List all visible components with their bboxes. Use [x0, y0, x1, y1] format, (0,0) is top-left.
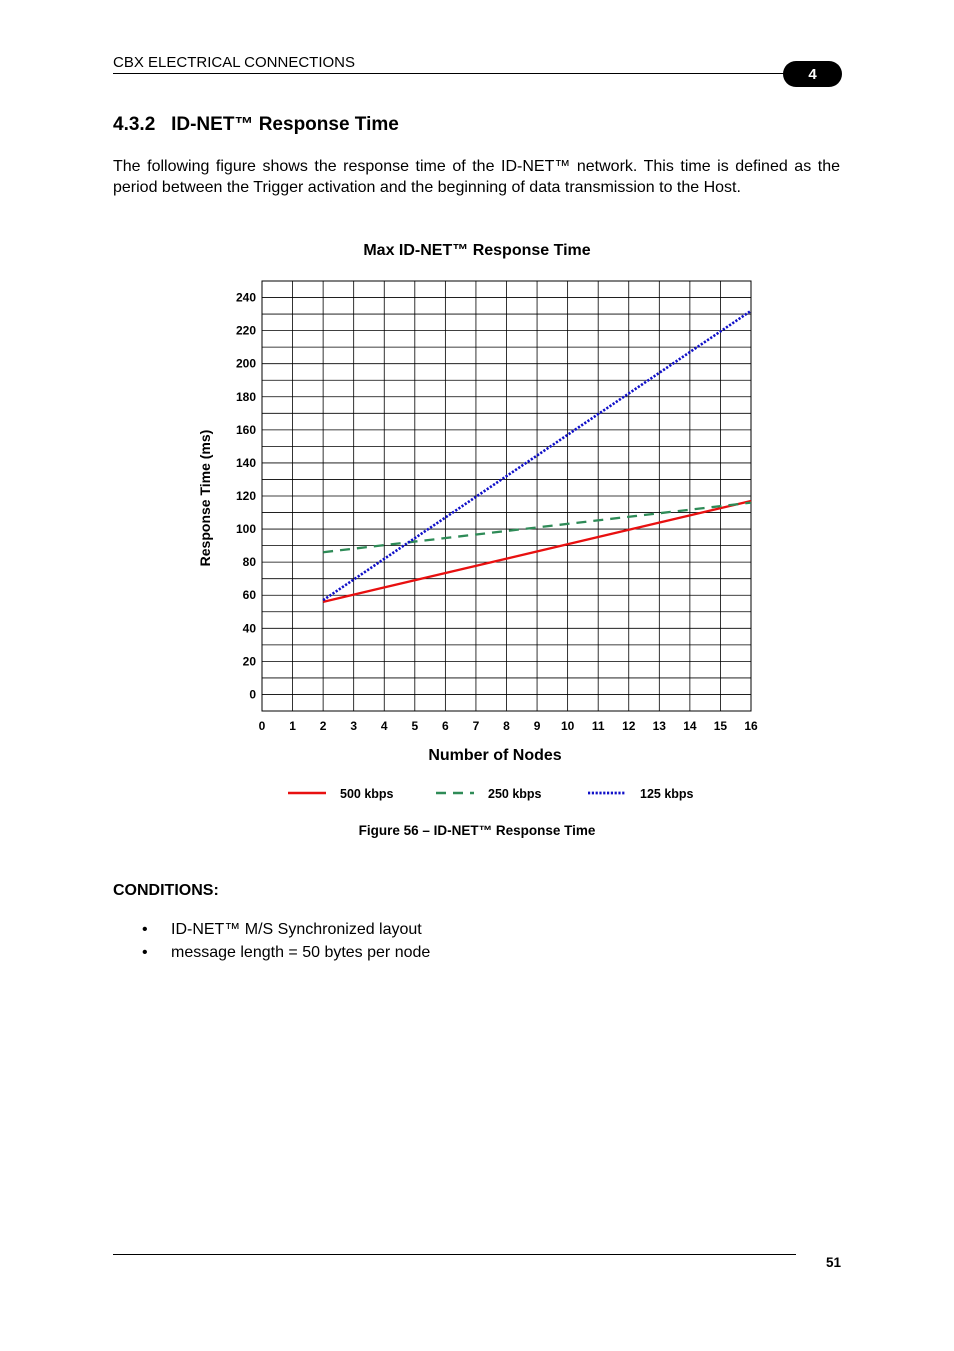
intro-paragraph: The following figure shows the response time of the ID-NET™ network. This time is defined as the period between the Trigger activation and the beginning of data transmission to the Host.: [113, 158, 840, 196]
section-title: ID-NET™ Response Time: [171, 114, 399, 135]
x-tick-label: 8: [503, 719, 510, 733]
y-axis-label: Response Time (ms): [197, 429, 213, 567]
x-tick-label: 1: [289, 719, 296, 733]
chart-title: Max ID-NET™ Response Time: [363, 242, 591, 259]
legend-label: 250 kbps: [488, 787, 542, 801]
x-tick-label: 4: [380, 719, 388, 733]
y-tick-label: 140: [235, 455, 256, 470]
list-item: [142, 921, 430, 944]
chapter-badge: 4: [783, 61, 842, 87]
conditions-list: [142, 921, 430, 966]
y-tick-label: 200: [235, 356, 256, 371]
figure-caption: Figure 56 – ID-NET™ Response Time: [358, 823, 596, 838]
y-tick-label: 80: [242, 555, 256, 570]
chart-grid: [262, 281, 751, 711]
x-tick-label: 15: [713, 719, 728, 733]
conditions-heading: CONDITIONS:: [113, 882, 219, 899]
section-heading: [113, 114, 399, 136]
x-tick-label: 12: [622, 719, 636, 733]
legend-label: 500 kbps: [340, 787, 394, 801]
y-tick-labels: [236, 291, 256, 702]
y-tick-label: 100: [235, 522, 256, 537]
y-tick-label: 180: [235, 389, 256, 404]
x-tick-label: 10: [560, 719, 575, 733]
y-tick-label: 20: [242, 654, 256, 669]
header-rule: [113, 73, 788, 74]
bullet-icon: •: [142, 943, 148, 961]
y-tick-label: 60: [242, 588, 256, 603]
response-time-chart: [0, 230, 954, 815]
chart-legend: [288, 787, 694, 801]
y-tick-label: 220: [235, 323, 256, 338]
x-tick-label: 3: [350, 719, 358, 733]
x-tick-labels: [259, 719, 758, 733]
x-tick-label: 0: [258, 719, 266, 733]
footer-rule: [113, 1254, 796, 1255]
x-tick-label: 13: [652, 719, 666, 733]
x-tick-label: 5: [411, 719, 419, 733]
y-tick-label: 160: [235, 422, 256, 437]
y-tick-label: 0: [249, 687, 256, 702]
section-number: 4.3.2: [113, 114, 156, 135]
list-item-text: ID-NET™ M/S Synchronized layout: [171, 921, 422, 938]
x-tick-label: 2: [319, 719, 327, 733]
y-tick-label: 120: [235, 489, 256, 503]
list-item: [142, 944, 430, 967]
x-tick-label: 14: [683, 719, 697, 733]
list-item-text: message length = 50 bytes per node: [171, 943, 431, 961]
x-tick-label: 7: [472, 719, 480, 733]
y-tick-label: 240: [235, 290, 256, 305]
x-tick-label: 6: [442, 719, 449, 733]
bullet-icon: •: [142, 921, 148, 938]
page-number: 51: [825, 1255, 841, 1270]
y-tick-label: 40: [242, 621, 256, 636]
x-tick-label: 16: [744, 719, 758, 733]
legend-label: 125 kbps: [640, 787, 694, 801]
x-tick-label: 11: [591, 719, 605, 733]
x-tick-label: 9: [533, 719, 541, 733]
running-header: CBX ELECTRICAL CONNECTIONS: [113, 54, 355, 71]
x-axis-label: Number of Nodes: [428, 747, 562, 764]
